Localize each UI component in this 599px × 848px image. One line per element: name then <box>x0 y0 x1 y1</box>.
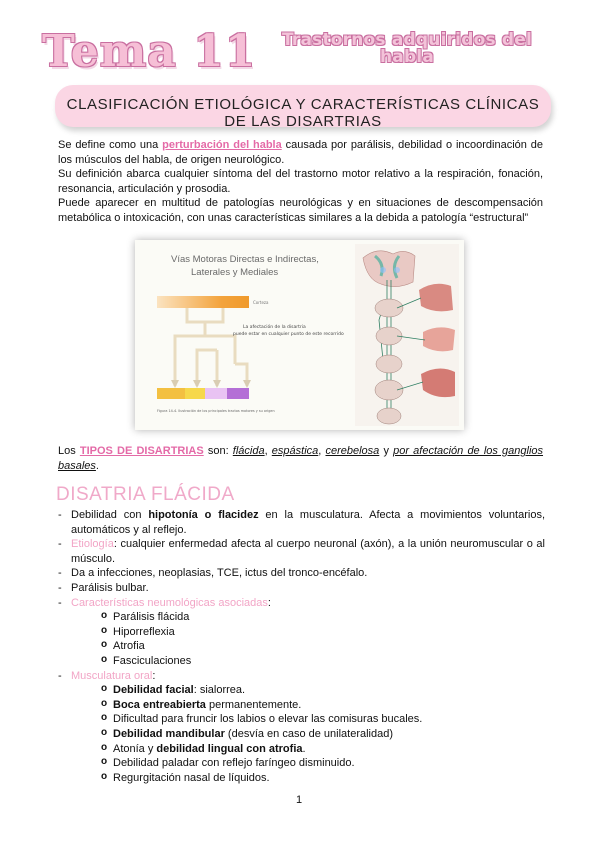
figure-caption: Figura 14-4. Ilustración de los principales tractos motores y su origen <box>157 409 275 413</box>
topic-subtitle: Trastornos adquiridos del habla <box>281 30 533 67</box>
bar-lilac <box>205 388 227 399</box>
page-number: 1 <box>296 794 303 806</box>
list-item: o Atrofia <box>101 639 545 654</box>
bar-purple <box>227 388 249 399</box>
flaccid-bullets <box>58 508 545 785</box>
types-highlight: TIPOS DE DISARTRIAS <box>79 445 204 457</box>
etiology-label: Etiología <box>71 538 114 551</box>
bullet-bulbar: - Parálisis bulbar. <box>58 581 545 596</box>
type-spastic: espástica <box>271 445 319 457</box>
list-item: o Regurgitación nasal de líquidos. <box>101 771 545 786</box>
type-cerebellar: cerebelosa <box>325 445 380 457</box>
banner-title: CLASIFICACIÓN ETIOLÓGICA Y CARACTERÍSTICAS CLÍNICAS DE LAS DISARTRIAS <box>66 96 540 130</box>
list-item <box>101 698 545 713</box>
bullet-weakness <box>58 508 545 537</box>
list-item <box>101 683 545 698</box>
figure-note-line2: puede estar en cualquier punto de este recorrido <box>233 332 344 337</box>
section-banner <box>55 85 551 130</box>
list-item: o Hiporreflexia <box>101 625 545 640</box>
cortex-label: Corteza <box>253 300 269 305</box>
neuro-list <box>71 610 545 668</box>
intro-text <box>58 138 543 226</box>
colon: : <box>267 596 271 609</box>
figure-title-line2: Laterales y Mediales <box>191 267 279 278</box>
cortex-bar <box>157 296 249 308</box>
intro-p1-start: Se define como una <box>58 139 163 151</box>
intro-p3: Puede aparecer en multitud de patologías neurológicas y en situaciones de descompensación metabólica o intoxicación, con unas características similares a la debida a patología “estructural” <box>58 197 543 224</box>
list-item <box>101 727 545 742</box>
list-item: o Dificultad para fruncir los labios o elevar las comisuras bucales. <box>101 712 545 727</box>
bullet-causes: - Da a infecciones, neoplasias, TCE, ictus del tronco-encéfalo. <box>58 566 545 581</box>
types-sep: , <box>318 445 326 457</box>
pathways-diagram <box>135 240 464 430</box>
types-after: son: <box>203 445 233 457</box>
bullet-etiology <box>58 537 545 566</box>
bar-yellow-1 <box>157 388 185 399</box>
list-item <box>101 742 545 757</box>
bullet-text: Debilidad con <box>71 509 149 521</box>
item-bold: Debilidad facial <box>113 684 194 697</box>
muscle-illustrations <box>419 284 455 397</box>
intro-p1-end: causada por parálisis, debilidad o incoordinación de los músculos del habla, de origen neurológico. <box>58 139 543 166</box>
figure-title-line1: Vías Motoras Directas e Indirectas, <box>171 254 319 265</box>
intro-p2: Su definición abarca cualquier síntoma del del trastorno motor relativo a la respiración, fonación, resonancia, articulación y prosodia. <box>58 168 543 195</box>
oral-list <box>71 683 545 785</box>
figure-note-line1: La afectación de la disartria <box>243 325 306 330</box>
type-basal-ganglia: por afectación de los ganglios basales <box>58 445 544 472</box>
motor-pathways-figure <box>135 240 464 430</box>
item-bold: debilidad lingual con atrofia <box>156 742 303 755</box>
type-flaccid: flácida <box>232 445 265 457</box>
types-sentence <box>58 444 543 474</box>
list-item: o Debilidad paladar con reflejo faríngeo disminuido. <box>101 756 545 771</box>
item-text: (desvía en caso de unilateralidad) <box>224 727 394 740</box>
types-prefix: Los <box>58 445 80 457</box>
tema-title: Tema 11 <box>42 26 257 77</box>
bullet-text: en la musculatura. Afecta a movimientos voluntarios, automáticos y al reflejo. <box>71 509 545 536</box>
definition-highlight: perturbación del habla <box>162 139 282 151</box>
item-text: permanentemente. <box>205 698 302 711</box>
item-bold: Debilidad mandibular <box>113 727 225 740</box>
item-text: : sialorrea. <box>193 684 246 697</box>
item-text: . <box>302 742 306 755</box>
oral-label: Musculatura oral <box>71 669 153 682</box>
list-item: o Fasciculaciones <box>101 654 545 669</box>
bullet-neuro <box>58 596 545 669</box>
bullet-oral <box>58 669 545 786</box>
types-end: . <box>95 460 99 472</box>
types-sep: , <box>264 445 272 457</box>
neuro-label: Características neumológicas asociadas <box>71 596 268 609</box>
page-header <box>0 22 599 82</box>
colon: : <box>152 669 156 682</box>
bullet-bold: hipotonía o flacidez <box>148 509 259 521</box>
item-text: Atonía y <box>113 742 157 755</box>
bullet-text: : cualquier enfermedad afecta al cuerpo neuronal (axón), a la unión neuromuscular o al músculo. <box>71 538 545 565</box>
list-item: o Parálisis flácida <box>101 610 545 625</box>
types-sep: y <box>379 445 394 457</box>
bar-yellow-2 <box>185 388 205 399</box>
item-bold: Boca entreabierta <box>113 698 206 711</box>
section-title: DISATRIA FLÁCIDA <box>56 484 235 505</box>
